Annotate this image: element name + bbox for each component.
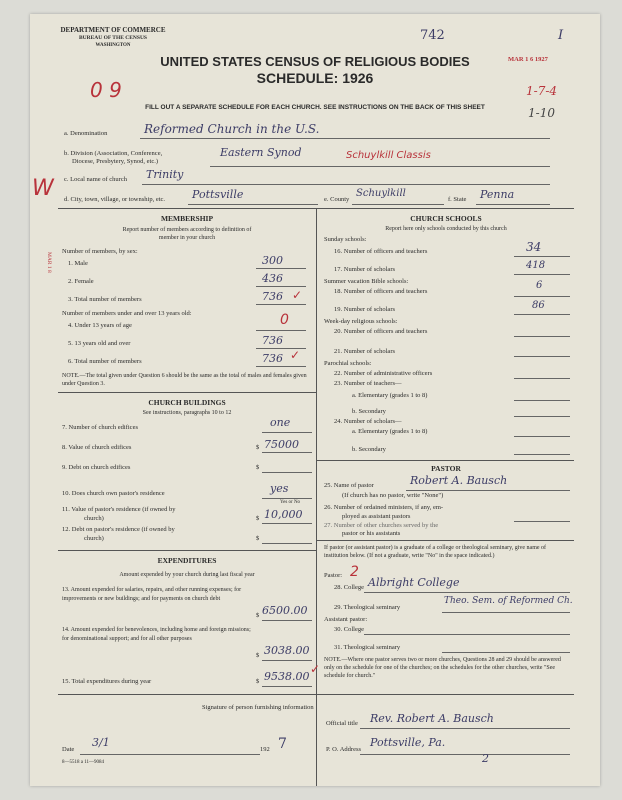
ordained-label-2: ployed as assistant pastors [342, 513, 411, 520]
official-title-line [360, 728, 570, 729]
pastor-sublabel: Pastor: [324, 572, 343, 579]
edifice-debt-label: 9. Debt on church edifices [62, 464, 131, 471]
membership-intro-1: Report number of members according to definition of [122, 227, 252, 233]
total-members-6-value: 736 [262, 352, 283, 365]
benevolences-value: 3038.00 [264, 644, 310, 657]
by-sex-label: Number of members, by sex: [62, 248, 138, 255]
summer-officers-value: 6 [536, 280, 543, 291]
date-label: Date [62, 746, 75, 753]
benevolences-line [262, 660, 312, 661]
pastor-red-mark: 2 [350, 564, 359, 580]
total-members-6-check: ✓ [290, 348, 301, 362]
membership-intro-2: member in your church [158, 235, 216, 241]
total-expenditures-line [262, 686, 312, 687]
po-address-label: P. O. Address [326, 746, 362, 753]
other-churches-label: 27. Number of other churches served by the [324, 522, 439, 529]
pastor-residence-value: yes [270, 482, 289, 495]
address-mark: 2 [482, 752, 489, 765]
division-value: Eastern Synod [220, 146, 302, 159]
sunday-scholars-value: 418 [526, 260, 546, 271]
census-schedule-sheet [30, 14, 600, 786]
edifice-debt-line [262, 472, 312, 473]
expenditures-heading: EXPENDITURES [157, 556, 217, 565]
residence-debt-currency: $ [256, 535, 260, 542]
denomination-line [140, 138, 550, 139]
seminary-value: Theo. Sem. of Reformed Ch. [444, 596, 573, 606]
salaries-line [262, 620, 312, 621]
edifices-line [262, 432, 312, 433]
city-name: WASHINGTON [95, 43, 131, 48]
salaries-label: 13. Amount expended for salaries, repairs, and other running expenses; for improvements or new buildings; and for payments on church debt [62, 587, 242, 602]
college-value: Albright College [368, 576, 460, 589]
sunday-scholars-line [514, 274, 570, 275]
pastor-name-line [406, 490, 570, 491]
official-title-label: Official title [326, 720, 358, 727]
state-value: Penna [480, 188, 515, 201]
over-13-value: 736 [262, 334, 283, 347]
side-stamp: MAR 1 8 [46, 252, 52, 273]
form-code: 8—5518 a 11—9084 [62, 760, 105, 765]
received-stamp: MAR 1 6 1927 [508, 56, 548, 63]
state-line [476, 204, 550, 205]
under-13-value: 0 [280, 312, 289, 328]
state-label: f. State [448, 196, 467, 203]
edifices-value: one [270, 416, 291, 429]
pastor-heading: PASTOR [431, 464, 461, 473]
edifices-label: 7. Number of church edifices [62, 424, 138, 431]
scholars-elementary-line [514, 436, 570, 437]
teachers-secondary-line [514, 416, 570, 417]
date-value: 3/1 [92, 736, 110, 749]
college-label: 28. College [334, 584, 364, 591]
over-13-label: 5. 13 years old and over [68, 340, 131, 347]
membership-heading: MEMBERSHIP [160, 214, 214, 223]
parochial-scholars-label: 24. Number of scholars— [334, 418, 402, 425]
buildings-bottom-rule [58, 550, 316, 551]
year-suffix: 7 [278, 736, 287, 752]
county-label: e. County [324, 196, 350, 203]
pastor-residence-line [262, 498, 312, 499]
residence-debt-line [262, 543, 312, 544]
edifice-value-amount: 75000 [264, 438, 299, 451]
under-13-line [256, 330, 306, 331]
benevolences-label: 14. Amount expended for benevolences, including home and foreign missions; for denominational support; and for all other purposes [62, 627, 251, 642]
residence-value-line [262, 523, 312, 524]
pastor-bottom-rule [316, 540, 574, 541]
instruction-line: FILL OUT A SEPARATE SCHEDULE FOR EACH CHURCH. SEE INSTRUCTIONS ON THE BACK OF THIS SHEET [145, 104, 485, 111]
buildings-instructions: See instructions, paragraphs 10 to 12 [142, 410, 232, 416]
membership-footnote: NOTE.—The total given under Question 6 should be the same as the total of males and females given under Question 3. [62, 373, 307, 387]
pastor-residence-label: 10. Does church own pastor's residence [62, 490, 165, 497]
total-members-value: 736 [262, 290, 283, 303]
edifice-value-line [262, 452, 312, 453]
summer-scholars-line [514, 314, 570, 315]
local-name-label: c. Local name of church [64, 176, 127, 183]
ordained-label: 26. Number of ordained ministers, if any, em- [324, 504, 444, 511]
salaries-value: 6500.00 [262, 604, 308, 617]
signature-heading: Signature of person furnishing information [202, 704, 314, 711]
male-line [256, 268, 306, 269]
scholars-elementary-label: a. Elementary (grades 1 to 8) [352, 428, 428, 435]
total-members-6-label: 6. Total number of members [68, 358, 142, 365]
sunday-schools-label: Sunday schools: [324, 236, 367, 243]
red-number-mark: 1-10 [528, 106, 555, 120]
buildings-heading: CHURCH BUILDINGS [148, 398, 226, 407]
official-title-value: Rev. Robert A. Bausch [370, 712, 494, 725]
salaries-currency: $ [256, 612, 260, 619]
division-line [210, 166, 550, 167]
sunday-scholars-label: 17. Number of scholars [334, 266, 396, 273]
college-footnote: NOTE.—Where one pastor serves two or more churches, Questions 28 and 29 should be answered only on the schedule for one of the churches; on the schedules for the other churches, write "See schedule for church." [324, 657, 561, 679]
summer-officers-line [514, 296, 570, 297]
assistant-college-line [364, 634, 570, 635]
pastor-name-value: Robert A. Bausch [410, 474, 508, 487]
total-expenditures-label: 15. Total expenditures during year [62, 678, 152, 685]
residence-debt-label: 12. Debt on pastor's residence (if owned by [62, 526, 175, 533]
summer-scholars-value: 86 [532, 300, 545, 311]
local-name-line [142, 184, 550, 185]
male-value: 300 [262, 254, 283, 267]
scholars-secondary-label: b. Secondary [352, 446, 386, 453]
weekday-officers-line [514, 336, 570, 337]
expenditures-bottom-rule [58, 694, 574, 695]
denomination-label: a. Denomination [64, 130, 108, 137]
local-name-value: Trinity [146, 168, 184, 181]
female-label: 2. Female [68, 278, 94, 285]
city-label: d. City, town, village, or township, etc. [64, 196, 166, 203]
summer-officers-label: 18. Number of officers and teachers [334, 288, 428, 295]
edifice-value-label: 8. Value of church edifices [62, 444, 132, 451]
expenditures-intro: Amount expended by your church during last fiscal year [119, 572, 255, 578]
residence-debt-label-2: church) [84, 535, 104, 542]
college-instructions: If pastor (or assistant pastor) is a graduate of a college or theological seminary, give name of institution below. (If not a graduate, write "No" in the space indicated.) [324, 545, 547, 559]
membership-bottom-rule [58, 392, 316, 393]
summer-scholars-label: 19. Number of scholars [334, 306, 396, 313]
bureau-name: BUREAU OF THE CENSUS [78, 35, 147, 41]
male-label: 1. Male [68, 260, 88, 267]
teachers-elementary-line [514, 400, 570, 401]
parochial-schools-label: Parochial schools: [324, 360, 372, 367]
age-split-label: Number of members under and over 13 years old: [62, 310, 192, 317]
year-prefix: 192 [260, 746, 270, 753]
schools-bottom-rule [316, 460, 574, 461]
assistant-pastor-label: Assistant pastor: [324, 616, 368, 623]
serial-number: 742 [420, 28, 445, 43]
summer-schools-label: Summer vacation Bible schools: [324, 278, 409, 285]
pastor-none-hint: (If church has no pastor, write "None") [342, 492, 444, 499]
po-address-line [360, 754, 570, 755]
city-line [188, 204, 318, 205]
benevolences-currency: $ [256, 652, 260, 659]
residence-value-currency: $ [256, 515, 260, 522]
assistant-seminary-label: 31. Theological seminary [334, 644, 401, 651]
residence-value-label-2: church) [84, 515, 104, 522]
female-line [256, 286, 306, 287]
red-code: 0 9 [90, 78, 122, 102]
membership-note [60, 226, 314, 242]
form-subtitle: SCHEDULE: 1926 [256, 70, 374, 86]
division-label: b. Division (Association, Conference, [64, 150, 163, 157]
teachers-secondary-label: b. Secondary [352, 408, 386, 415]
city-value: Pottsville [192, 188, 244, 201]
administrative-officers-label: 22. Number of administrative officers [334, 370, 433, 377]
assistant-seminary-line [442, 652, 570, 653]
sunday-officers-label: 16. Number of officers and teachers [334, 248, 428, 255]
county-value: Schuylkill [356, 188, 406, 199]
corner-mark: I [558, 28, 564, 43]
edifice-value-currency: $ [256, 444, 260, 451]
date-line [80, 754, 260, 755]
sunday-officers-value: 34 [526, 240, 542, 254]
weekday-scholars-label: 21. Number of scholars [334, 348, 396, 355]
total-expenditures-value: 9538.00 [264, 670, 310, 683]
seminary-line [442, 612, 570, 613]
teachers-label: 23. Number of teachers— [334, 380, 402, 387]
schools-intro: Report here only schools conducted by this church [385, 226, 507, 232]
total-members-line [256, 304, 306, 305]
administrative-officers-line [514, 378, 570, 379]
under-13-label: 4. Under 13 years of age [68, 322, 132, 329]
female-value: 436 [262, 272, 283, 285]
weekday-scholars-line [514, 356, 570, 357]
red-date-mark: 1-7-4 [526, 84, 558, 98]
denomination-value: Reformed Church in the U.S. [144, 122, 320, 136]
total-members-6-line [256, 366, 306, 367]
residence-value-amount: 10,000 [264, 508, 303, 521]
total-members-check: ✓ [292, 288, 303, 302]
sunday-officers-line [514, 256, 570, 257]
scholars-secondary-line [514, 454, 570, 455]
edifice-debt-currency: $ [256, 464, 260, 471]
assistant-college-label: 30. College [334, 626, 364, 633]
division-red-note: Schuylkill Classis [346, 150, 431, 161]
total-expenditures-currency: $ [256, 678, 260, 685]
ordained-line [514, 521, 570, 522]
college-line [364, 592, 570, 593]
department-block [58, 26, 168, 50]
department-name: DEPARTMENT OF COMMERCE [60, 26, 166, 34]
red-w-mark: W [32, 176, 54, 201]
weekday-officers-label: 20. Number of officers and teachers [334, 328, 428, 335]
po-address-value: Pottsville, Pa. [370, 736, 446, 749]
column-divider [316, 208, 317, 786]
other-churches-label-2: pastor or his assistants [342, 530, 401, 537]
county-line [352, 204, 444, 205]
total-members-label: 3. Total number of members [68, 296, 142, 303]
yes-no-hint: Yes or No [280, 500, 301, 505]
total-expenditures-check: ✓ [310, 662, 321, 676]
weekday-schools-label: Week-day religious schools: [324, 318, 398, 325]
seminary-label: 29. Theological seminary [334, 604, 401, 611]
residence-value-label: 11. Value of pastor's residence (if owned by [62, 506, 176, 513]
teachers-elementary-label: a. Elementary (grades 1 to 8) [352, 392, 428, 399]
division-sublabel: Diocese, Presbytery, Synod, etc.) [72, 158, 159, 165]
form-title: UNITED STATES CENSUS OF RELIGIOUS BODIES [160, 54, 470, 69]
pastor-name-label: 25. Name of pastor [324, 482, 374, 489]
schools-heading: CHURCH SCHOOLS [410, 214, 482, 223]
